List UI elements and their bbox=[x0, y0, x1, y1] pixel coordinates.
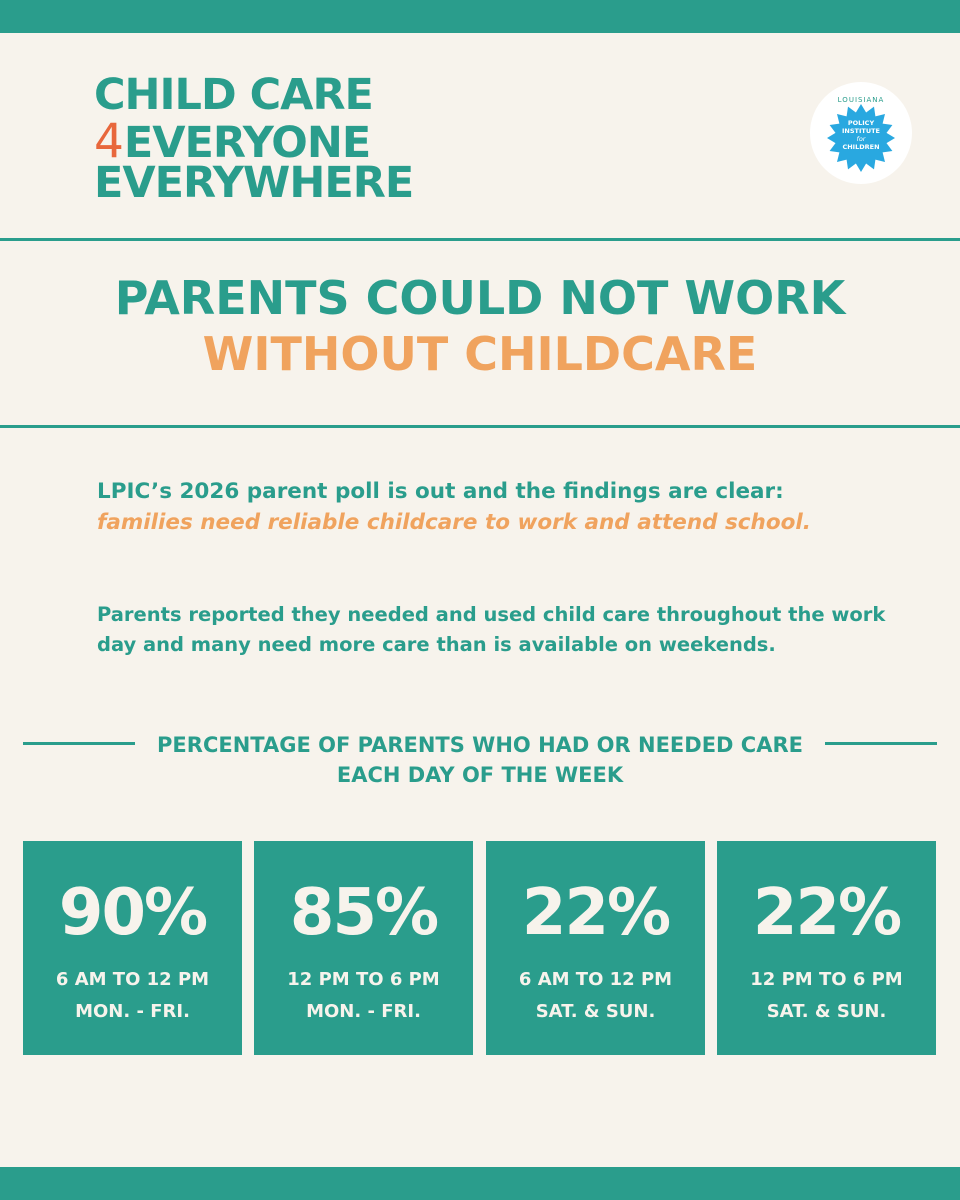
intro-emphasis: families need reliable childcare to work and attend school. bbox=[97, 510, 811, 535]
divider-top bbox=[0, 238, 960, 241]
seal-text-children: CHILDREN bbox=[842, 143, 880, 151]
stat-days: SAT. & SUN. bbox=[766, 1001, 887, 1022]
section-title: PERCENTAGE OF PARENTS WHO HAD OR NEEDED CARE EACH DAY OF THE WEEK bbox=[157, 733, 803, 787]
logo-number-4: 4 bbox=[94, 114, 123, 169]
stat-time-range: 6 AM TO 12 PM bbox=[55, 969, 210, 990]
intro-text bbox=[97, 476, 867, 538]
stat-percent: 22% bbox=[752, 876, 901, 950]
stat-days: MON. - FRI. bbox=[306, 1001, 421, 1022]
stat-days: MON. - FRI. bbox=[75, 1001, 190, 1022]
stat-percent: 22% bbox=[521, 876, 670, 950]
stat-days: SAT. & SUN. bbox=[535, 1001, 656, 1022]
child-care-4-everyone-logo bbox=[94, 70, 414, 208]
lpic-seal-logo bbox=[810, 82, 912, 184]
seal-text-institute: INSTITUTE bbox=[842, 127, 880, 135]
divider-bottom bbox=[0, 425, 960, 428]
stat-percent: 90% bbox=[58, 876, 207, 950]
logo-word-everyone: EVERYONE bbox=[123, 118, 371, 168]
logo-line-3: EVERYWHERE bbox=[94, 158, 414, 208]
section-title-left-line bbox=[23, 742, 135, 745]
section-title-right-line bbox=[825, 742, 937, 745]
seal-text-policy: POLICY bbox=[847, 119, 875, 127]
seal-text-for: for bbox=[856, 135, 866, 143]
intro-lead: LPIC’s 2026 parent poll is out and the findings are clear: bbox=[97, 479, 784, 504]
stat-card bbox=[717, 841, 936, 1055]
page-headline bbox=[0, 270, 960, 382]
top-border-bar bbox=[0, 0, 960, 33]
stat-time-range: 12 PM TO 6 PM bbox=[750, 969, 903, 990]
seal-center-text bbox=[831, 119, 891, 151]
stat-time-range: 12 PM TO 6 PM bbox=[287, 969, 440, 990]
logo-line-1: CHILD CARE bbox=[94, 70, 373, 120]
stat-percent: 85% bbox=[289, 876, 438, 950]
bottom-border-bar bbox=[0, 1167, 960, 1200]
headline-line-2: WITHOUT CHILDCARE bbox=[202, 327, 758, 381]
stat-card bbox=[486, 841, 705, 1055]
stat-card bbox=[23, 841, 242, 1055]
seal-top-text: LOUISIANA bbox=[837, 96, 885, 104]
stat-card bbox=[254, 841, 473, 1055]
body-paragraph: Parents reported they needed and used child care throughout the work day and many need more care than is available on weekends. bbox=[97, 603, 886, 656]
logo-line-2 bbox=[94, 114, 413, 169]
stat-time-range: 6 AM TO 12 PM bbox=[518, 969, 673, 990]
headline-line-1: PARENTS COULD NOT WORK bbox=[114, 271, 846, 325]
